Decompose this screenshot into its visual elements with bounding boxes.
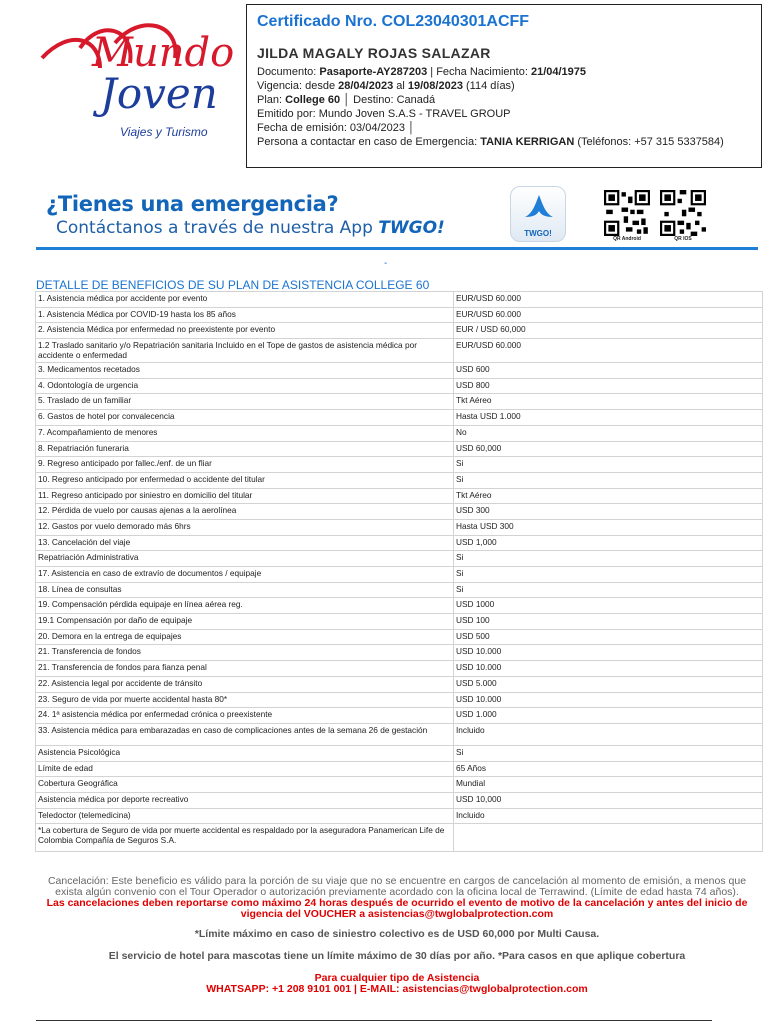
benefit-value: USD 1.000 bbox=[454, 708, 763, 724]
benefit-row bbox=[36, 323, 763, 339]
benefit-value: EUR/USD 60.000 bbox=[454, 339, 763, 363]
validity-days: (114 días) bbox=[462, 80, 515, 92]
benefit-name: 24. 1ª asistencia médica por enfermedad crónica o preexistente bbox=[36, 708, 454, 724]
banner-headline: ¿Tienes una emergencia? bbox=[46, 192, 339, 216]
benefit-name: 13. Cancelación del viaje bbox=[36, 535, 454, 551]
benefit-name: 12. Pérdida de vuelo por causas ajenas a la aerolínea bbox=[36, 504, 454, 520]
benefit-value: Hasta USD 1.000 bbox=[454, 410, 763, 426]
benefit-name: 19.1 Compensación por daño de equipaje bbox=[36, 614, 454, 630]
certificate-title: Certificado Nro. COL23040301ACFF bbox=[257, 13, 530, 30]
holder-name: JILDA MAGALY ROJAS SALAZAR bbox=[257, 45, 491, 61]
benefit-value: USD 10.000 bbox=[454, 661, 763, 677]
benefit-name: 1. Asistencia Médica por COVID-19 hasta los 85 años bbox=[36, 307, 454, 323]
validity-line bbox=[257, 79, 751, 93]
pets-hotel-note: El servicio de hotel para mascotas tiene un límite máximo de 30 días por año. *Para casos en que aplique cobertura bbox=[108, 950, 686, 962]
plan-line bbox=[257, 93, 751, 107]
benefit-row bbox=[36, 745, 763, 761]
benefit-value: Si bbox=[454, 567, 763, 583]
benefit-value: EUR/USD 60.000 bbox=[454, 307, 763, 323]
benefit-value: Si bbox=[454, 551, 763, 567]
benefit-name: 23. Seguro de vida por muerte accidental hasta 80* bbox=[36, 692, 454, 708]
benefit-name: 8. Repatriación funeraria bbox=[36, 441, 454, 457]
validity-to-label: al bbox=[393, 80, 408, 92]
bird-icon bbox=[511, 187, 567, 231]
cancel-red-notice: Las cancelaciones deben reportarse como máximo 24 horas después de ocurrido el evento de motivo de la cancelación y antes del inicio de vigencia del VOUCHER a asistencias@twglobalprotection.com bbox=[46, 897, 748, 920]
benefit-row bbox=[36, 551, 763, 567]
benefit-value: USD 10.000 bbox=[454, 645, 763, 661]
benefit-value: Si bbox=[454, 457, 763, 473]
benefit-name: 5. Traslado de un familiar bbox=[36, 394, 454, 410]
benefit-value: Si bbox=[454, 472, 763, 488]
qr-ios-icon bbox=[660, 190, 706, 236]
benefit-row bbox=[36, 394, 763, 410]
benefit-name: 2. Asistencia Médica por enfermedad no preexistente por evento bbox=[36, 323, 454, 339]
benefit-row bbox=[36, 410, 763, 426]
document-line bbox=[257, 65, 751, 79]
benefit-value: Incluido bbox=[454, 808, 763, 824]
logo-line1: Mundo bbox=[92, 30, 235, 76]
benefit-value: USD 800 bbox=[454, 378, 763, 394]
emergency-label: Persona a contactar en caso de Emergencia: bbox=[257, 136, 481, 148]
benefit-name: 20. Demora en la entrega de equipajes bbox=[36, 629, 454, 645]
benefit-name: 1.2 Traslado sanitario y/o Repatriación sanitaria Incluido en el Tope de gastos de asistencia médica por accidente o enfermedad bbox=[36, 339, 454, 363]
separator-dash: - bbox=[384, 258, 388, 269]
emergency-name: TANIA KERRIGAN bbox=[480, 136, 575, 148]
benefit-value: USD 10,000 bbox=[454, 792, 763, 808]
benefit-row bbox=[36, 792, 763, 808]
benefit-value: EUR / USD 60,000 bbox=[454, 323, 763, 339]
qr-android-label: QR Android bbox=[613, 236, 641, 242]
contact-title: Para cualquier tipo de Asistencia bbox=[314, 972, 480, 984]
benefit-row bbox=[36, 645, 763, 661]
benefit-name: *La cobertura de Seguro de vida por muerte accidental es respaldado por la aseguradora Panamerican Life de Colombia Compañía de Seguros S.A. bbox=[36, 824, 454, 852]
benefit-row bbox=[36, 363, 763, 379]
benefit-value: Tkt Aéreo bbox=[454, 394, 763, 410]
benefit-value: 65 Años bbox=[454, 761, 763, 777]
validity-to: 19/08/2023 bbox=[407, 80, 463, 92]
plan-value: College 60 bbox=[285, 94, 341, 106]
banner-subline bbox=[56, 218, 445, 238]
benefit-name: 21. Transferencia de fondos para fianza penal bbox=[36, 661, 454, 677]
benefit-row bbox=[36, 582, 763, 598]
document-value: Pasaporte-AY287203 bbox=[319, 66, 428, 78]
benefit-value: USD 600 bbox=[454, 363, 763, 379]
benefit-row bbox=[36, 519, 763, 535]
benefit-row bbox=[36, 292, 763, 308]
mundo-joven-logo bbox=[40, 8, 240, 146]
banner-subline-text: Contáctanos a través de nuestra App bbox=[56, 218, 379, 238]
benefit-name: Asistencia médica por deporte recreativo bbox=[36, 792, 454, 808]
cancel-text: Cancelación: Este beneficio es válido para la porción de su viaje que no se encuentre en cargos de cancelación al momento de emisión, a menos que exista algún convenio con el Tour Operador o autorización previamente acordado con la oficina local de Terrawind. (Límite de edad hasta 74 años). bbox=[47, 875, 747, 898]
benefit-value: USD 10.000 bbox=[454, 692, 763, 708]
benefit-value: USD 300 bbox=[454, 504, 763, 520]
benefit-value: USD 5.000 bbox=[454, 676, 763, 692]
contact-line: WHATSAPP: +1 208 9101 001 | E-MAIL: asistencias@twglobalprotection.com bbox=[206, 983, 588, 995]
benefit-value: Hasta USD 300 bbox=[454, 519, 763, 535]
benefit-value: USD 1000 bbox=[454, 598, 763, 614]
twgo-app-icon bbox=[510, 186, 566, 242]
benefit-value: USD 500 bbox=[454, 629, 763, 645]
benefit-row bbox=[36, 824, 763, 852]
benefit-row bbox=[36, 504, 763, 520]
footer bbox=[36, 876, 758, 995]
benefit-name: 9. Regreso anticipado por fallec./enf. de un fliar bbox=[36, 457, 454, 473]
benefits-table bbox=[35, 291, 763, 852]
issue-date-line: Fecha de emisión: 03/04/2023 │ bbox=[257, 122, 415, 134]
emergency-phone: (Teléfonos: +57 315 5337584) bbox=[574, 136, 724, 148]
benefit-name: 21. Transferencia de fondos bbox=[36, 645, 454, 661]
benefit-row bbox=[36, 692, 763, 708]
benefit-name: 3. Medicamentos recetados bbox=[36, 363, 454, 379]
bottom-divider bbox=[36, 1020, 712, 1021]
benefit-row bbox=[36, 307, 763, 323]
benefit-row bbox=[36, 808, 763, 824]
benefit-name: Asistencia Psicológica bbox=[36, 745, 454, 761]
benefit-value: Mundial bbox=[454, 777, 763, 793]
document-label: Documento: bbox=[257, 66, 320, 78]
benefit-name: Cobertura Geográfica bbox=[36, 777, 454, 793]
dob-value: 21/04/1975 bbox=[530, 66, 587, 78]
benefit-value bbox=[454, 824, 763, 852]
certificate-box bbox=[246, 4, 762, 168]
benefit-row bbox=[36, 535, 763, 551]
benefit-name: 12. Gastos por vuelo demorado más 6hrs bbox=[36, 519, 454, 535]
benefit-name: 6. Gastos de hotel por convalecencia bbox=[36, 410, 454, 426]
benefit-row bbox=[36, 676, 763, 692]
benefit-row bbox=[36, 457, 763, 473]
benefit-row bbox=[36, 708, 763, 724]
benefit-value: Si bbox=[454, 745, 763, 761]
benefit-row bbox=[36, 488, 763, 504]
benefit-name: 33. Asistencia médica para embarazadas en caso de complicaciones antes de la semana 26 de gestación bbox=[36, 723, 454, 745]
benefit-name: 7. Acompañamiento de menores bbox=[36, 425, 454, 441]
benefit-name: 10. Regreso anticipado por enfermedad o accidente del titular bbox=[36, 472, 454, 488]
benefit-value: Si bbox=[454, 582, 763, 598]
qr-android-icon bbox=[604, 190, 650, 236]
benefit-name: 18. Línea de consultas bbox=[36, 582, 454, 598]
emergency-banner bbox=[36, 184, 758, 250]
benefit-row bbox=[36, 598, 763, 614]
benefit-row bbox=[36, 661, 763, 677]
benefit-value: Incluido bbox=[454, 723, 763, 745]
logo-tagline: Viajes y Turismo bbox=[120, 125, 208, 139]
benefit-value: EUR/USD 60.000 bbox=[454, 292, 763, 308]
benefit-row bbox=[36, 614, 763, 630]
benefit-row bbox=[36, 567, 763, 583]
benefit-name: 11. Regreso anticipado por siniestro en domicilio del titular bbox=[36, 488, 454, 504]
emergency-line bbox=[257, 135, 751, 149]
logo-line2: Joven bbox=[100, 69, 218, 118]
benefit-name: 1. Asistencia médica por accidente por evento bbox=[36, 292, 454, 308]
benefit-name: Repatriación Administrativa bbox=[36, 551, 454, 567]
banner-app-name: TWGO! bbox=[378, 218, 445, 238]
benefit-row bbox=[36, 777, 763, 793]
benefit-value: No bbox=[454, 425, 763, 441]
benefit-value: USD 100 bbox=[454, 614, 763, 630]
plan-label: Plan: bbox=[257, 94, 286, 106]
validity-from: 28/04/2023 bbox=[338, 80, 394, 92]
issuer-line: Emitido por: Mundo Joven S.A.S - TRAVEL GROUP bbox=[257, 108, 511, 120]
benefit-name: 17. Asistencia en caso de extravío de documentos / equipaje bbox=[36, 567, 454, 583]
benefit-row bbox=[36, 425, 763, 441]
benefit-row bbox=[36, 378, 763, 394]
benefit-value: Tkt Aéreo bbox=[454, 488, 763, 504]
benefit-value: USD 1,000 bbox=[454, 535, 763, 551]
destination: │ Destino: Canadá bbox=[340, 94, 436, 106]
benefit-row bbox=[36, 472, 763, 488]
benefit-row bbox=[36, 339, 763, 363]
app-icon-label: TWGO! bbox=[524, 229, 552, 238]
benefit-name: 22. Asistencia legal por accidente de tránsito bbox=[36, 676, 454, 692]
benefit-name: 19. Compensación pérdida equipaje en línea aérea reg. bbox=[36, 598, 454, 614]
benefit-name: 4. Odontología de urgencia bbox=[36, 378, 454, 394]
validity-label: Vigencia: desde bbox=[257, 80, 339, 92]
benefit-row bbox=[36, 723, 763, 745]
section-title: DETALLE DE BENEFICIOS DE SU PLAN DE ASISTENCIA COLLEGE 60 bbox=[36, 278, 430, 292]
benefit-name: Teledoctor (telemedicina) bbox=[36, 808, 454, 824]
qr-ios-label: QR IOS bbox=[674, 236, 692, 242]
benefit-row bbox=[36, 761, 763, 777]
benefit-row bbox=[36, 441, 763, 457]
benefit-row bbox=[36, 629, 763, 645]
benefit-value: USD 60,000 bbox=[454, 441, 763, 457]
collective-limit: *Límite máximo en caso de siniestro colectivo es de USD 60,000 por Multi Causa. bbox=[194, 928, 600, 940]
benefit-name: Límite de edad bbox=[36, 761, 454, 777]
dob-label: | Fecha Nacimiento: bbox=[427, 66, 531, 78]
